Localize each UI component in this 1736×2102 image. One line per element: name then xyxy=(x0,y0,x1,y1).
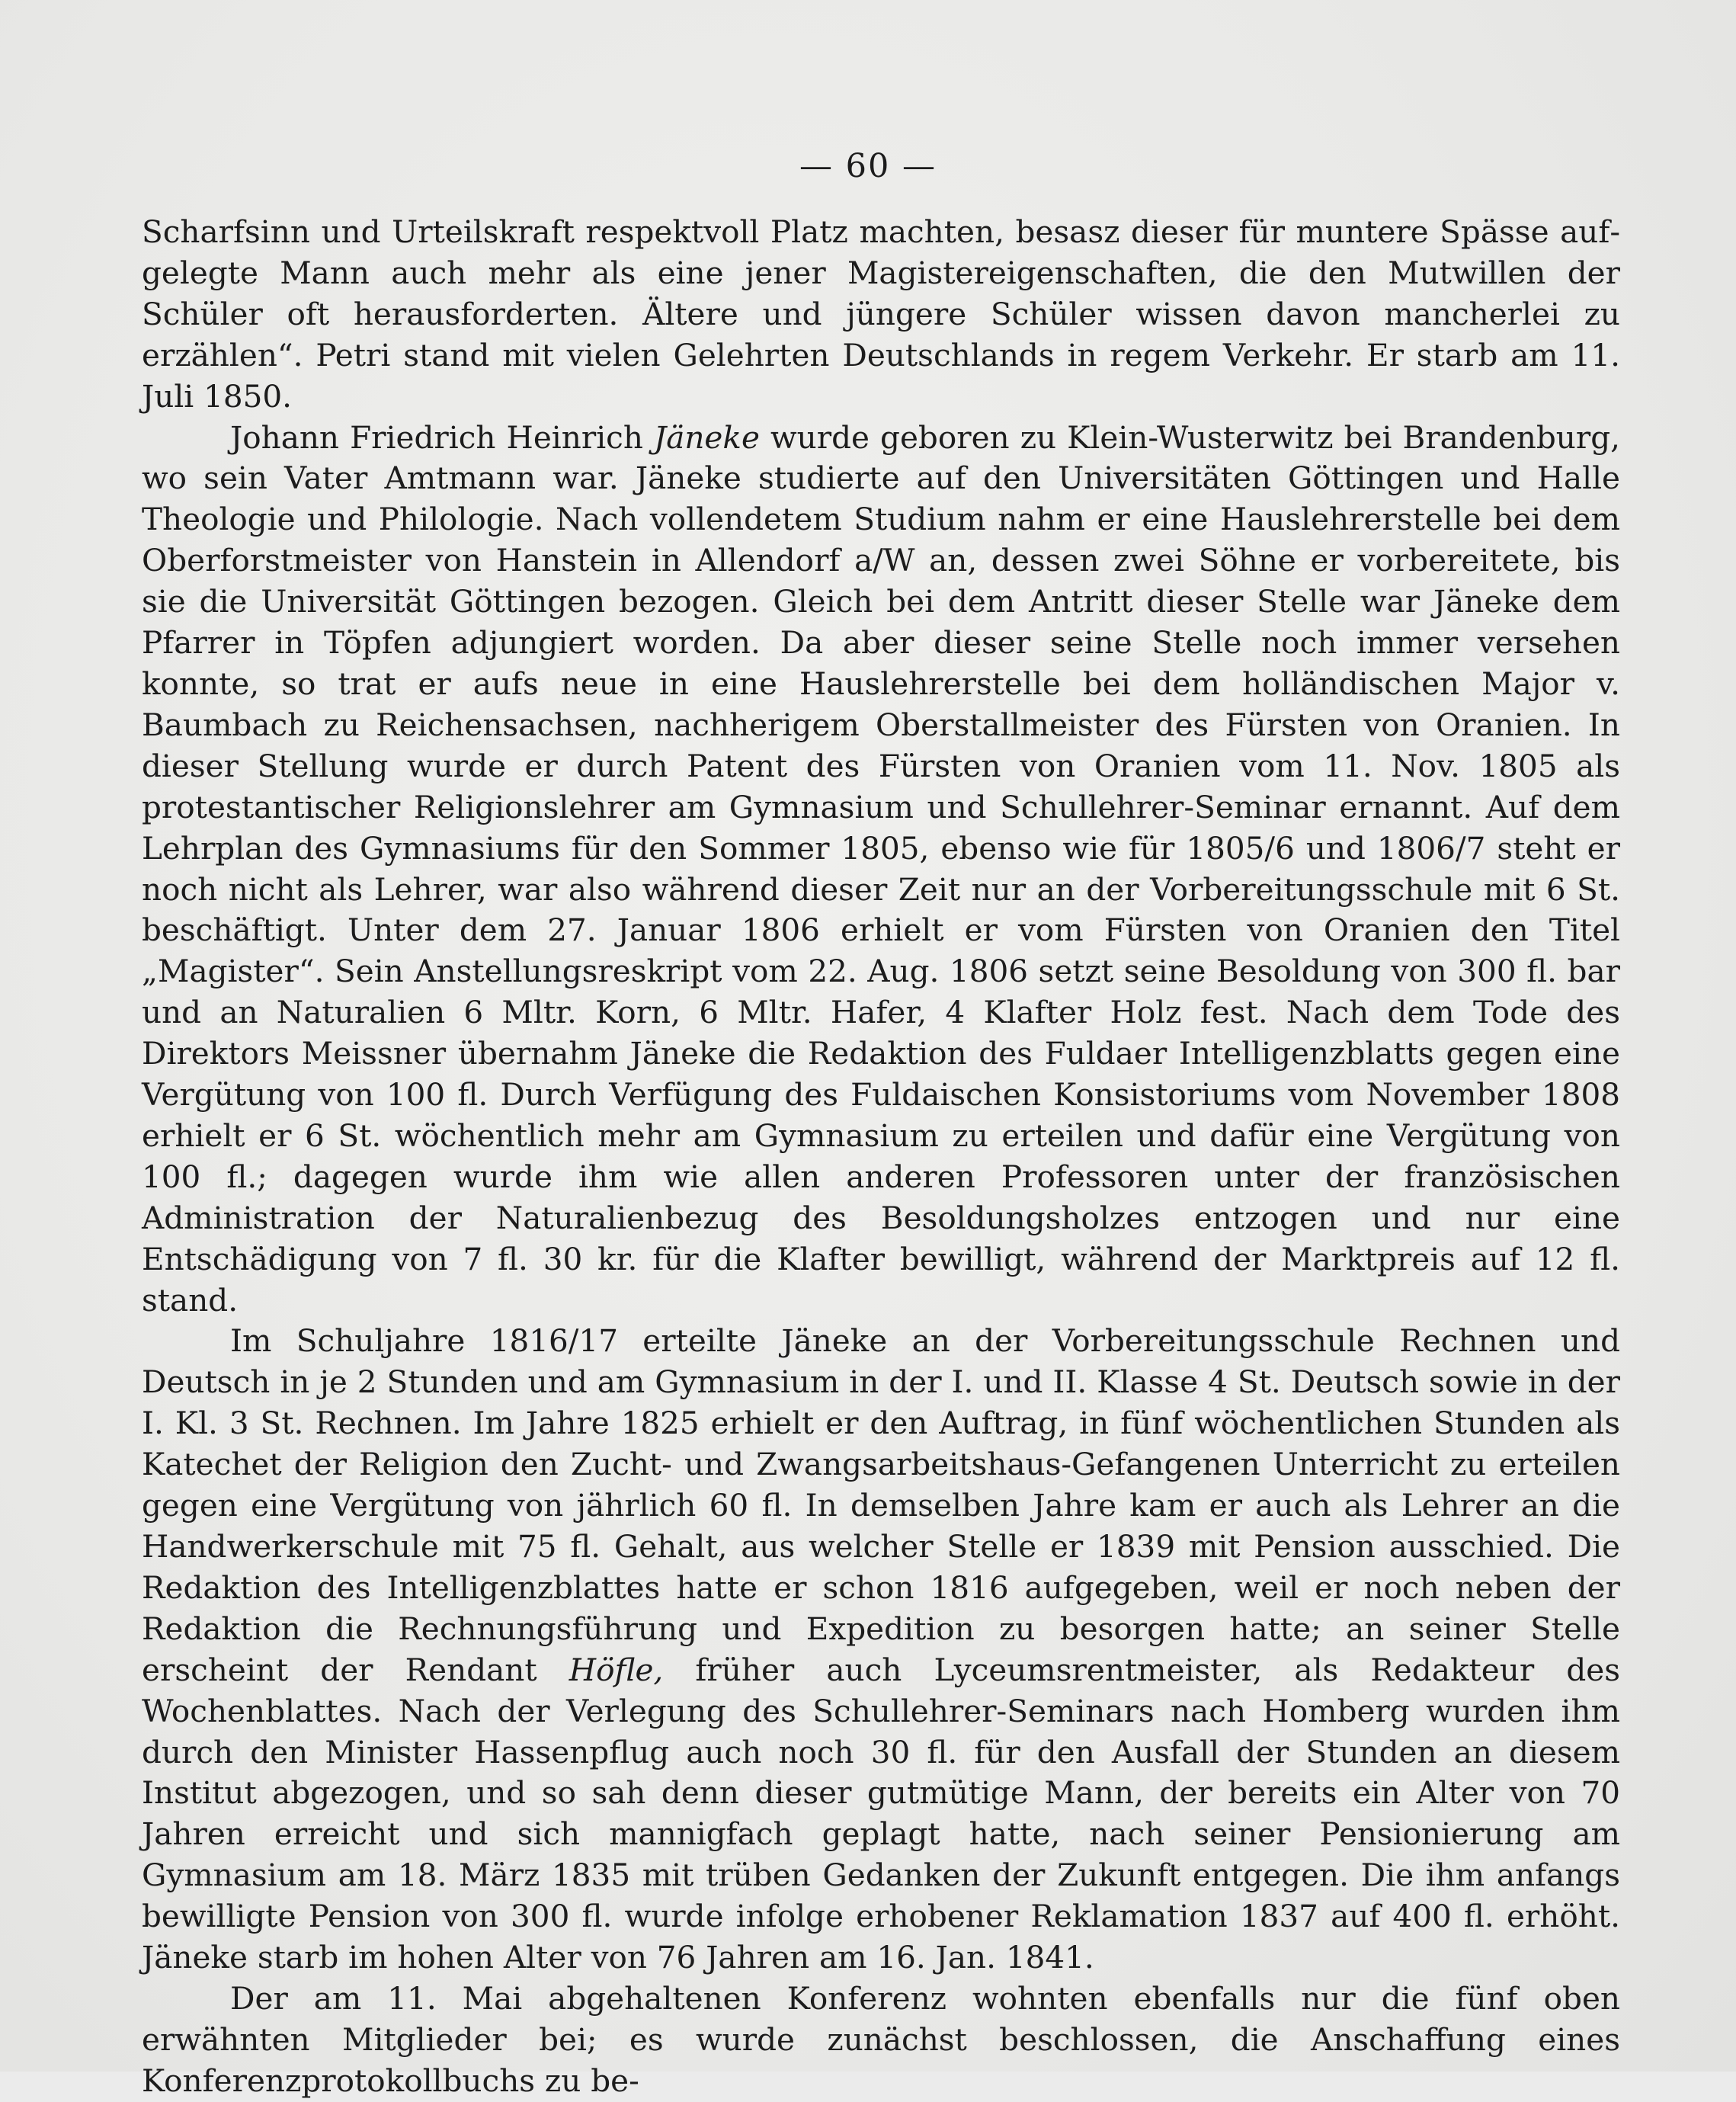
page-number: — 60 — xyxy=(799,147,937,185)
paragraph xyxy=(142,418,1620,1322)
body-text xyxy=(142,212,1620,2102)
text-segment: Im Schuljahre 1816/17 erteilte Jäneke an der Vorbereitungsschule Rechnen und Deutsch in je 2 Stunden und am Gymnasium in der I. und II. Klasse 4 St. Deutsch sowie in der I. Kl. 3 St. Rechnen. Im Jahre 1825 erhielt er den Auftrag, in fünf wöchentlichen Stunden als Katechet der Religion den Zucht- und Zwangsarbeitshaus-Gefangenen Unterricht zu erteilen gegen eine Vergütung von jährlich 60 fl. In demselben Jahre kam er auch als Lehrer an die Handwerkerschule mit 75 fl. Gehalt, aus welcher Stelle er 1839 mit Pension ausschied. Die Redaktion des Intelligenzblattes hatte er schon 1816 aufgegeben, weil er noch neben der Redaktion die Rechnungsführung und Expedition zu besorgen hatte; an seiner Stelle erscheint der Rendant xyxy=(142,1322,1620,1688)
text-segment: Der am 11. Mai abgehaltenen Konferenz wohnten ebenfalls nur die fünf oben erwähnten Mitglieder bei; es wurde zunächst beschlossen, die Anschaffung eines Konferenzprotokollbuchs zu be- xyxy=(142,1979,1620,2099)
paragraph xyxy=(142,1321,1620,1979)
text-segment: wurde geboren zu Klein-Wusterwitz bei Brandenburg, wo sein Vater Amtmann war. Jäneke studierte auf den Universitäten Göttingen und Halle Theologie und Philologie. Nach vollendetem Studium nahm er eine Hauslehrerstelle bei dem Oberforstmeister von Hanstein in Allendorf a/W an, dessen zwei Söhne er vorbereitete, bis sie die Universität Göttingen bezogen. Gleich bei dem Antritt dieser Stelle war Jäneke dem Pfarrer in Töpfen adjungiert worden. Da aber dieser seine Stelle noch immer versehen konnte, so trat er aufs neue in eine Hauslehrerstelle bei dem holländischen Major v. Baumbach zu Reichensachsen, nachherigem Oberstallmeister des Fürsten von Oranien. In dieser Stellung wurde er durch Patent des Fürsten von Oranien vom 11. Nov. 1805 als protestantischer Religionslehrer am Gymnasium und Schullehrer-Seminar ernannt. Auf dem Lehrplan des Gymnasiums für den Sommer 1805, ebenso wie für 1805/6 und 1806/7 steht er noch nicht als Lehrer, war also während dieser Zeit nur an der Vorbereitungsschule mit 6 St. beschäftigt. Unter dem 27. Januar 1806 erhielt er vom Fürsten von Oranien den Titel „Magister“. Sein Anstellungsreskript vom 22. Aug. 1806 setzt seine Besoldung von 300 fl. bar und an Naturalien 6 Mltr. Korn, 6 Mltr. Hafer, 4 Klafter Holz fest. Nach dem Tode des Direktors Meissner übernahm Jäneke die Redaktion des Fuldaer Intelligenzblatts gegen eine Vergütung von 100 fl. Durch Verfügung des Fuldaischen Konsistoriums vom November 1808 erhielt er 6 St. wöchentlich mehr am Gymnasium zu erteilen und dafür eine Vergütung von 100 fl.; dagegen wurde ihm wie allen anderen Professoren unter der französischen Administration der Naturalienbezug des Besoldungsholzes entzogen und nur eine Entschädigung von 7 fl. 30 kr. für die Klafter bewilligt, während der Marktpreis auf 12 fl. stand. xyxy=(142,418,1620,1319)
paragraph xyxy=(142,1979,1620,2102)
text-segment: früher auch Lyceumsrentmeister, als Redakteur des Wochenblattes. Nach der Verlegung des Schullehrer-Seminars nach Homberg wurden ihm durch den Minister Hassenpflug auch noch 30 fl. für den Ausfall der Stunden an diesem Institut abgezogen, und so sah denn dieser gutmütige Mann, der bereits ein Alter von 70 Jahren erreicht und sich mannigfach geplagt hatte, nach seiner Pensionierung am Gymnasium am 18. März 1835 mit trüben Gedanken der Zukunft entgegen. Die ihm anfangs bewilligte Pension von 300 fl. wurde infolge erhobener Reklamation 1837 auf 400 fl. erhöht. Jäneke starb im hohen Alter von 76 Jahren am 16. Jan. 1841. xyxy=(142,1651,1620,1976)
paragraph xyxy=(142,212,1620,418)
text-segment: Johann Friedrich Heinrich xyxy=(230,418,654,456)
text-segment: Scharfsinn und Urteilskraft respektvoll Platz machten, besasz dieser für muntere Spässe aufgelegte Mann auch mehr als eine jener Magistereigenschaften, die den Mutwillen der Schüler oft herausforderten. Ältere und jüngere Schüler wissen davon mancherlei zu erzählen“. Petri stand mit vielen Gelehrten Deutschlands in regem Verkehr. Er starb am 11. Juli 1850. xyxy=(142,213,1620,415)
italic-name: Höfle, xyxy=(569,1651,664,1688)
italic-name: Jäneke xyxy=(653,418,760,456)
